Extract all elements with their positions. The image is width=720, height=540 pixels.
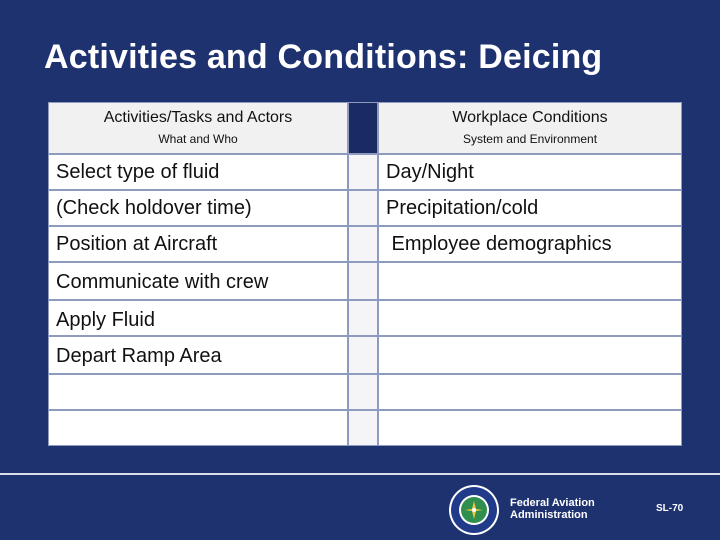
table-cell xyxy=(378,374,682,410)
condition-item: Employee demographics xyxy=(386,233,612,255)
activity-item: (Check holdover time) xyxy=(56,197,252,219)
left-header-subtitle: What and Who xyxy=(158,132,238,146)
table-cell xyxy=(378,262,682,300)
right-header-subtitle: System and Environment xyxy=(462,132,598,146)
condition-item: Precipitation/cold xyxy=(386,197,539,219)
divider-header-cell xyxy=(348,102,378,154)
org-line-1: Federal Aviation xyxy=(510,497,595,509)
table-cell xyxy=(348,410,378,446)
activity-item: Select type of fluid xyxy=(56,161,220,183)
footer-divider xyxy=(0,473,720,475)
right-header-title: Workplace Conditions xyxy=(452,109,608,126)
table-cell xyxy=(348,374,378,410)
table-cell xyxy=(348,300,378,336)
table-cell xyxy=(348,336,378,374)
table-cell xyxy=(378,410,682,446)
table-cell xyxy=(378,300,682,336)
org-line-2: Administration xyxy=(510,509,588,521)
left-header-title: Activities/Tasks and Actors xyxy=(103,109,293,126)
table-cell xyxy=(48,374,348,410)
table-cell xyxy=(348,262,378,300)
page-title: Activities and Conditions: Deicing xyxy=(44,38,603,76)
activity-item: Communicate with crew xyxy=(56,271,269,293)
faa-seal-icon xyxy=(448,484,500,536)
condition-item: Day/Night xyxy=(386,161,474,183)
slide-number: SL-70 xyxy=(656,503,684,514)
activity-item: Apply Fluid xyxy=(56,309,155,331)
table-cell xyxy=(348,226,378,262)
table-cell xyxy=(348,190,378,226)
table-cell xyxy=(48,410,348,446)
table-cell xyxy=(348,154,378,190)
organization-name xyxy=(510,497,595,521)
activity-item: Position at Aircraft xyxy=(56,233,218,255)
activity-item: Depart Ramp Area xyxy=(56,345,222,367)
activities-conditions-table xyxy=(48,102,682,446)
right-column-header xyxy=(378,102,682,154)
table-cell xyxy=(378,336,682,374)
left-column-header xyxy=(48,102,348,154)
